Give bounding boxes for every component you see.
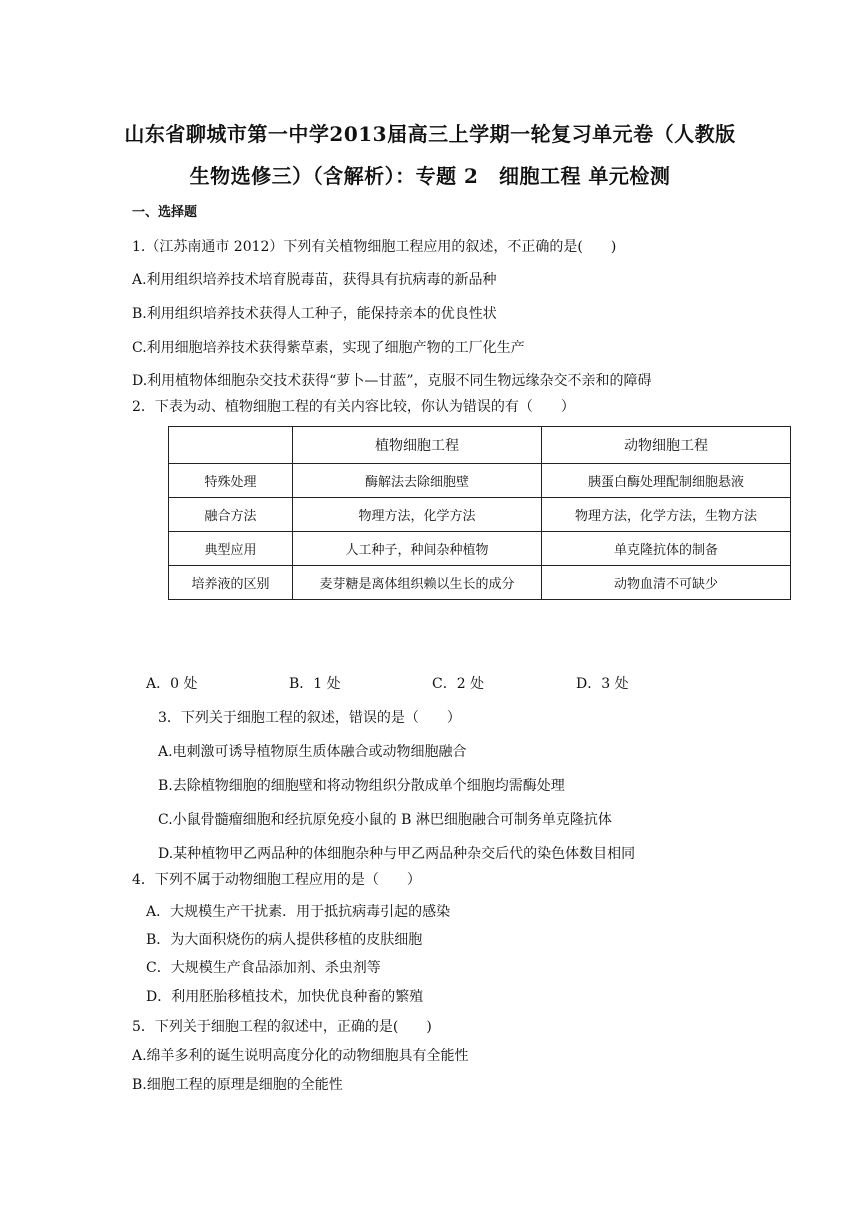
question-1-option-a: A.利用组织培养技术培育脱毒苗，获得具有抗病毒的新品种 [132, 272, 497, 288]
question-1-option-c: C.利用细胞培养技术获得紫草素，实现了细胞产物的工厂化生产 [132, 340, 525, 356]
question-5-option-a: A.绵羊多利的诞生说明高度分化的动物细胞具有全能性 [132, 1048, 469, 1064]
question-1-stem: 1.（江苏南通市 2012）下列有关植物细胞工程应用的叙述，不正确的是( ) [132, 239, 617, 255]
question-4-option-b: B．为大面积烧伤的病人提供移植的皮肤细胞 [146, 932, 423, 948]
table-header-cell: 动物细胞工程 [542, 427, 791, 464]
table-cell: 酶解法去除细胞壁 [293, 464, 542, 498]
table-row [169, 464, 791, 498]
question-3-option-b: B.去除植物细胞的细胞壁和将动物组织分散成单个细胞均需酶处理 [158, 778, 565, 794]
table-cell: 物理方法，化学方法 [293, 498, 542, 532]
table-cell: 动物血清不可缺少 [542, 566, 791, 600]
comparison-table [168, 426, 791, 600]
document-title-line-1: 山东省聊城市第一中学2013届高三上学期一轮复习单元卷（人教版 [124, 122, 736, 146]
table-cell: 融合方法 [169, 498, 293, 532]
question-4-option-d: D．利用胚胎移植技术，加快优良种畜的繁殖 [146, 989, 424, 1005]
table-header-cell [169, 427, 293, 464]
question-4-option-a: A．大规模生产干扰素．用于抵抗病毒引起的感染 [146, 904, 451, 920]
question-5-stem: 5．下列关于细胞工程的叙述中，正确的是( ) [132, 1019, 432, 1035]
table-cell: 人工种子，种间杂种植物 [293, 532, 542, 566]
question-2-option-a: A．0 处 [146, 676, 198, 692]
table-cell: 麦芽糖是离体组织赖以生长的成分 [293, 566, 542, 600]
section-heading: 一、选择题 [132, 205, 198, 220]
document-title-line-2: 生物选修三）（含解析）：专题 2 细胞工程 单元检测 [189, 164, 671, 188]
question-2-stem: 2．下表为动、植物细胞工程的有关内容比较，你认为错误的有（ ） [132, 399, 575, 415]
table-cell: 特殊处理 [169, 464, 293, 498]
table-cell: 单克隆抗体的制备 [542, 532, 791, 566]
table-header-cell: 植物细胞工程 [293, 427, 542, 464]
table-cell: 培养液的区别 [169, 566, 293, 600]
question-4-stem: 4．下列不属于动物细胞工程应用的是（ ） [132, 872, 421, 888]
question-1-option-d: D.利用植物体细胞杂交技术获得“萝卜—甘蓝”，克服不同生物远缘杂交不亲和的障碍 [132, 373, 652, 389]
question-2-option-d: D．3 处 [576, 676, 629, 692]
question-3-option-c: C.小鼠骨髓瘤细胞和经抗原免疫小鼠的 B 淋巴细胞融合可制务单克隆抗体 [158, 812, 612, 828]
question-3-option-a: A.电刺激可诱导植物原生质体融合或动物细胞融合 [158, 744, 467, 760]
table-cell: 典型应用 [169, 532, 293, 566]
question-2-option-b: B．1 处 [289, 676, 341, 692]
table-header-row [169, 427, 791, 464]
table-row [169, 566, 791, 600]
question-3-stem: 3．下列关于细胞工程的叙述，错误的是（ ） [158, 710, 461, 726]
table-row [169, 498, 791, 532]
table-cell: 胰蛋白酶处理配制细胞悬液 [542, 464, 791, 498]
table-cell: 物理方法，化学方法，生物方法 [542, 498, 791, 532]
question-3-option-d: D.某种植物甲乙两品种的体细胞杂种与甲乙两品种杂交后代的染色体数目相同 [158, 846, 636, 862]
question-5-option-b: B.细胞工程的原理是细胞的全能性 [132, 1077, 343, 1093]
question-1-option-b: B.利用组织培养技术获得人工种子，能保持亲本的优良性状 [132, 306, 497, 322]
question-2-option-c: C．2 处 [432, 676, 485, 692]
question-4-option-c: C．大规模生产食品添加剂、杀虫剂等 [146, 960, 381, 976]
table-row [169, 532, 791, 566]
